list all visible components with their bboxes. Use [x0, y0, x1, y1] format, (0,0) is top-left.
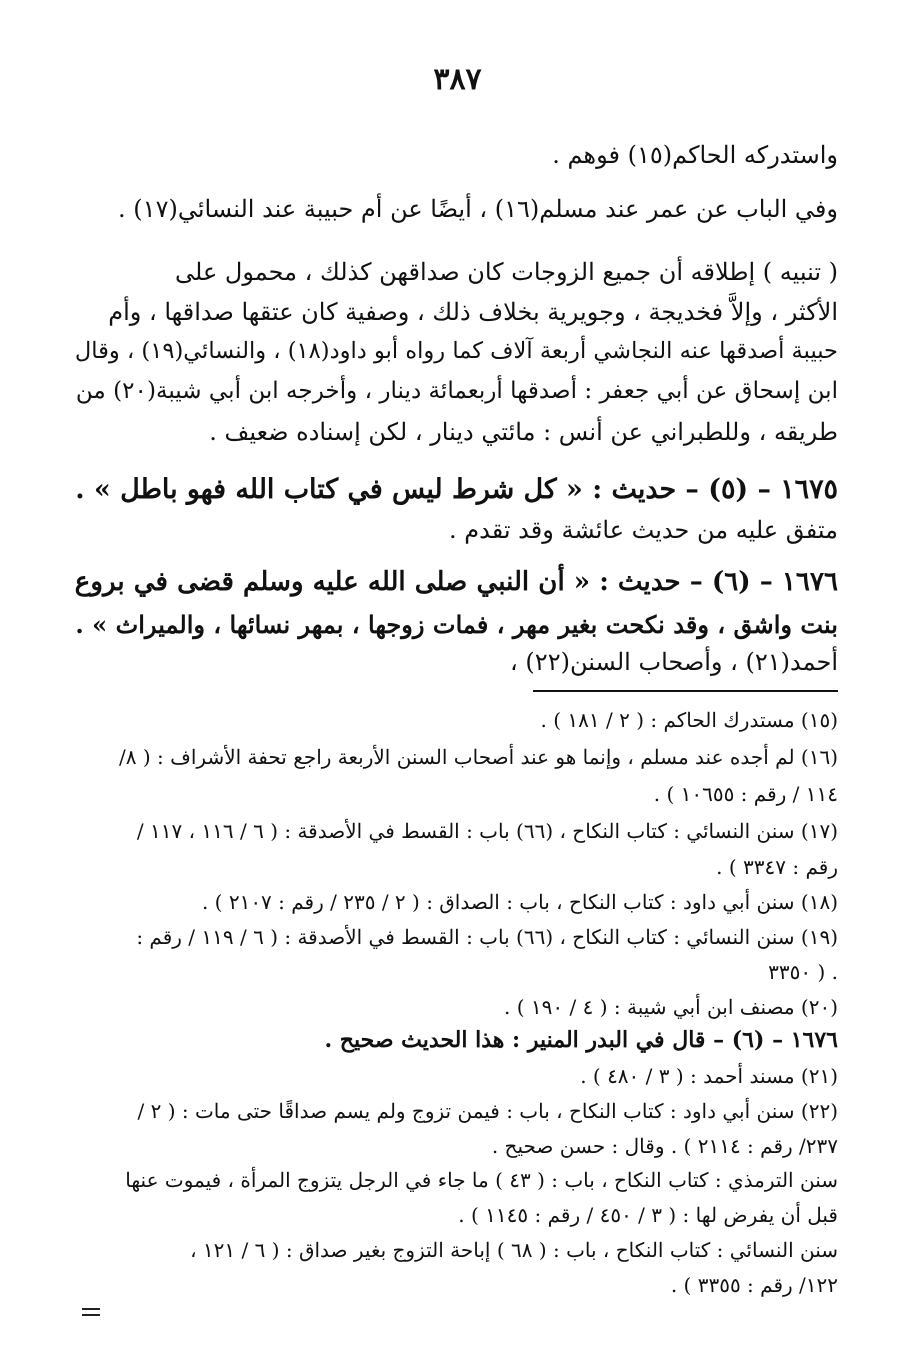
footnote-line: (٢١) مسند أحمد : ( ٣ / ٤٨٠ ) .	[580, 1064, 838, 1088]
hadith-text: أحمد(٢١) ، وأصحاب السنن(٢٢) ،	[510, 648, 838, 676]
footnote-line: ١٢٢/ رقم : ٣٣٥٥ ) .	[670, 1273, 838, 1297]
footnote-line: (١٥) مستدرك الحاكم : ( ٢ / ١٨١ ) .	[540, 708, 838, 732]
footnote-line: ١١٤ / رقم : ١٠٦٥٥ ) .	[653, 782, 838, 806]
body-line: ( تنبيه ) إطلاقه أن جميع الزوجات كان صداقهن كذلك ، محمول على	[175, 258, 838, 286]
body-line: واستدركه الحاكم(١٥) فوهم .	[552, 141, 838, 169]
footnote-line: (١٩) سنن النسائي : كتاب النكاح ، (٦٦) باب : القسط في الأصدقة : ( ٦ / ١١٩ / رقم :	[136, 925, 838, 949]
footnote-line: (٢٠) مصنف ابن أبي شيبة : ( ٤ / ١٩٠ ) .	[504, 995, 838, 1019]
body-line: ابن إسحاق عن أبي جعفر : أصدقها أربعمائة دينار ، وأخرجه ابن أبي شيبة(٢٠) من	[75, 378, 838, 404]
hadith-heading: ١٦٧٦ – (٦) – حديث : « أن النبي صلى الله عليه وسلم قضى في بروع	[74, 566, 838, 597]
hadith-heading: بنت واشق ، وقد نكحت بغير مهر ، فمات زوجها ، بمهر نسائها ، والميراث » .	[75, 610, 838, 639]
footnote-line: ١٦٧٦ – (٦) – قال في البدر المنير : هذا الحديث صحيح .	[324, 1027, 838, 1053]
footnote-line: رقم : ٣٣٤٧ ) .	[716, 855, 838, 879]
footnote-line: (٢٢) سنن أبي داود : كتاب النكاح ، باب : فيمن تزوج ولم يسم صداقًا حتى مات : ( ٢ /	[137, 1099, 838, 1123]
footnote-separator	[533, 690, 838, 692]
footnote-line: (١٨) سنن أبي داود : كتاب النكاح ، باب : الصداق : ( ٢ / ٢٣٥ / رقم : ٢١٠٧ ) .	[201, 890, 838, 914]
body-line: وفي الباب عن عمر عند مسلم(١٦) ، أيضًا عن أم حبيبة عند النسائي(١٧) .	[118, 195, 838, 223]
hadith-heading: ١٦٧٥ – (٥) – حديث : « كل شرط ليس في كتاب الله فهو باطل » .	[75, 474, 838, 505]
footnote-line: سنن الترمذي : كتاب النكاح ، باب : ( ٤٣ ) ما جاء في الرجل يتزوج المرأة ، فيموت عنها	[125, 1168, 838, 1192]
footnote-line: (١٧) سنن النسائي : كتاب النكاح ، (٦٦) باب : القسط في الأصدقة : ( ٦ / ١١٦ ، ١١٧ /	[136, 819, 838, 843]
footnote-line: سنن النسائي : كتاب النكاح ، باب : ( ٦٨ ) إباحة التزوج بغير صداق : ( ٦ / ١٢١ ،	[190, 1238, 838, 1262]
footnote-line: قبل أن يفرض لها : ( ٣ / ٤٥٠ / رقم : ١١٤٥ ) .	[458, 1203, 838, 1227]
page-number: ٣٨٧	[433, 62, 482, 97]
footnote-line: ٣٣٥٠ ) .	[768, 960, 838, 984]
body-line: طريقه ، وللطبراني عن أنس : مائتي دينار ، لكن إسناده ضعيف .	[209, 418, 838, 446]
footnote-line: (١٦) لم أجده عند مسلم ، وإنما هو عند أصحاب السنن الأربعة راجع تحفة الأشراف : ( ٨/	[119, 745, 838, 769]
footnote-line: ٢٣٧/ رقم : ٢١١٤ ) . وقال : حسن صحيح .	[491, 1134, 838, 1158]
end-mark	[82, 1308, 100, 1320]
body-line: حبيبة أصدقها عنه النجاشي أربعة آلاف كما رواه أبو داود(١٨) ، والنسائي(١٩) ، وقال	[74, 338, 838, 364]
hadith-text: متفق عليه من حديث عائشة وقد تقدم .	[449, 516, 838, 544]
body-line: الأكثر ، وإلاَّ فخديجة ، وجويرية بخلاف ذلك ، وصفية كان عتقها صداقها ، وأم	[108, 298, 838, 326]
